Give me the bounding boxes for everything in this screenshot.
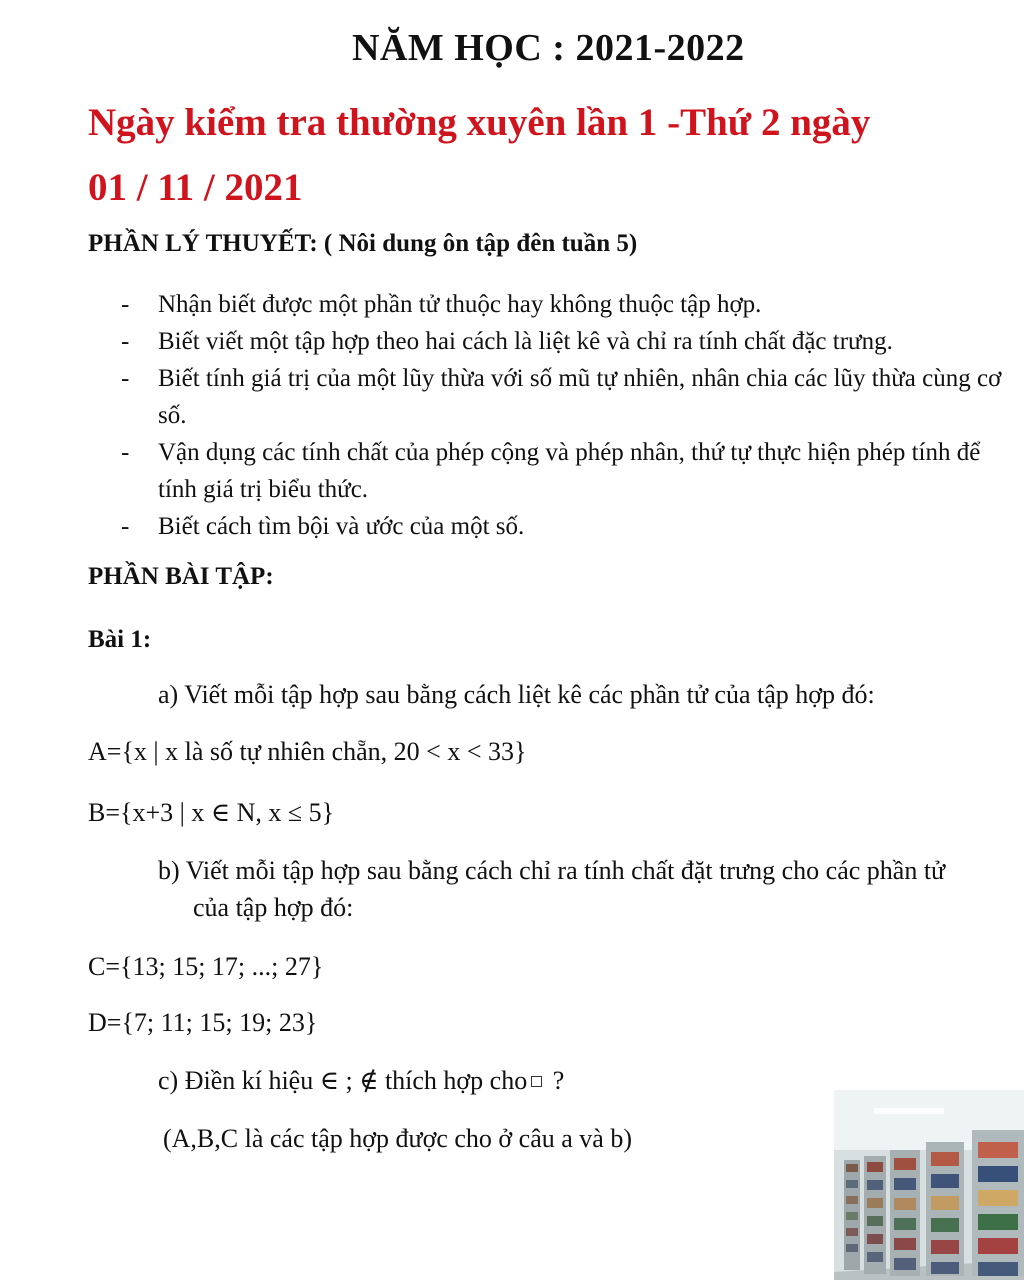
question-c xyxy=(158,1066,564,1096)
library-bookshelves-image xyxy=(834,1090,1024,1280)
set-a-definition: A={x | x là số tự nhiên chẵn, 20 < x < 33} xyxy=(88,737,527,766)
list-item-text: Biết tính giá trị của một lũy thừa với số mũ tự nhiên, nhân chia các lũy thừa cùng cơ số. xyxy=(158,365,1002,429)
set-d-definition: D={7; 11; 15; 19; 23} xyxy=(88,1008,318,1037)
bullet-dash: - xyxy=(121,513,130,540)
bullet-dash: - xyxy=(121,328,130,355)
list-item-text: Nhận biết được một phần tử thuộc hay không thuộc tập hợp. xyxy=(158,291,762,318)
list-item xyxy=(0,286,1024,323)
question-a: a) Viết mỗi tập hợp sau bằng cách liệt kê các phần tử của tập hợp đó: xyxy=(158,680,875,709)
theory-list xyxy=(0,286,1024,545)
set-c-definition: C={13; 15; 17; ...; 27} xyxy=(88,952,324,981)
question-c-text: c) Điền kí hiệu ∈ ; ∉ thích hợp cho xyxy=(158,1066,528,1095)
blank-square-icon xyxy=(531,1076,542,1087)
list-item-text: Biết cách tìm bội và ước của một số. xyxy=(158,513,525,540)
list-item-text: Biết viết một tập hợp theo hai cách là liệt kê và chỉ ra tính chất đặc trưng. xyxy=(158,328,893,355)
bullet-dash: - xyxy=(121,365,130,392)
list-item xyxy=(0,323,1024,360)
test-date-title-line1: Ngày kiểm tra thường xuyên lần 1 -Thứ 2 ngày xyxy=(88,101,871,144)
bullet-dash: - xyxy=(121,291,130,318)
bullet-dash: - xyxy=(121,439,130,466)
bookshelf-photo-svg xyxy=(834,1090,1024,1280)
theory-heading: PHẦN LÝ THUYẾT: ( Nôi dung ôn tập đên tuần 5) xyxy=(88,230,638,257)
question-b-line2: của tập hợp đó: xyxy=(193,893,354,922)
exercise-1-label: Bài 1: xyxy=(88,626,152,653)
question-b-line1: b) Viết mỗi tập hợp sau bằng cách chỉ ra tính chất đặt trưng cho các phần tử xyxy=(158,856,946,885)
list-item xyxy=(0,508,1024,545)
school-year-title: NĂM HỌC : 2021-2022 xyxy=(352,27,745,69)
question-c-suffix: ? xyxy=(546,1066,565,1095)
exercise-heading: PHẦN BÀI TẬP: xyxy=(88,563,274,590)
list-item xyxy=(0,434,1024,508)
test-date-title-line2: 01 / 11 / 2021 xyxy=(88,166,303,209)
list-item xyxy=(0,360,1024,434)
question-c-note: (A,B,C là các tập hợp được cho ở câu a và b) xyxy=(163,1124,633,1153)
list-item-text: Vận dụng các tính chất của phép cộng và phép nhân, thứ tự thực hiện phép tính để tính giá trị biểu thức. xyxy=(158,439,981,503)
set-b-definition: B={x+3 | x ∈ N, x ≤ 5} xyxy=(88,798,335,827)
